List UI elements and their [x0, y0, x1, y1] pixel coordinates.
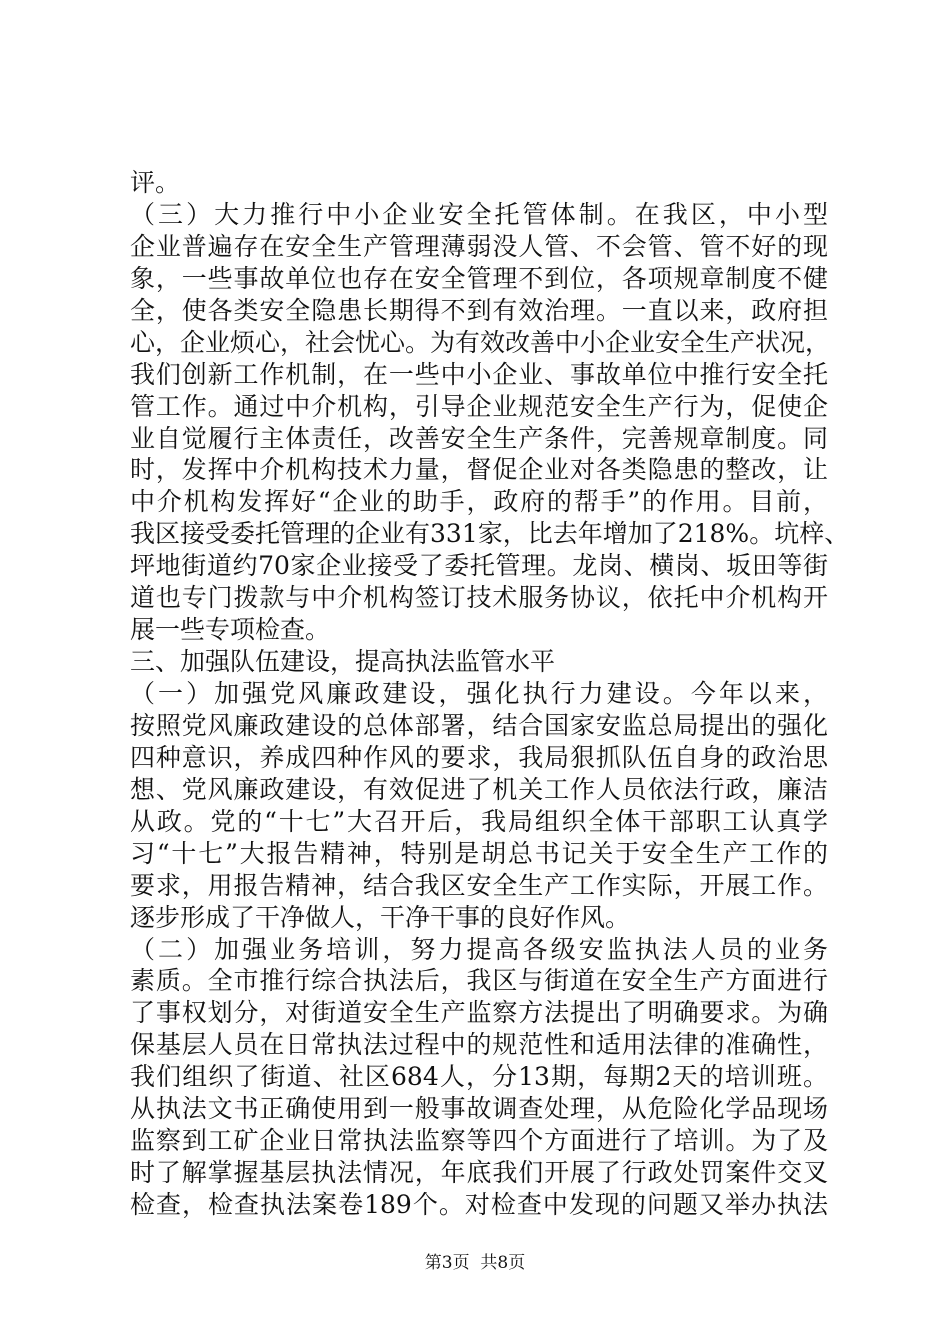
text-line: 从政。党的“十七”大召开后，我局组织全体干部职工认真学 — [130, 807, 828, 836]
text-line: 监察到工矿企业日常执法监察等四个方面进行了培训。为了及 — [130, 1126, 828, 1155]
text-line: 逐步形成了干净做人，干净干事的良好作风。 — [130, 903, 631, 932]
text-line: 展一些专项检查。 — [130, 615, 331, 644]
text-line: 企业普遍存在安全生产管理薄弱没人管、不会管、管不好的现 — [130, 232, 828, 261]
text-line: 四种意识，养成四种作风的要求，我局狠抓队伍自身的政治思 — [130, 743, 828, 772]
text-line: 了事权划分，对街道安全生产监察方法提出了明确要求。为确 — [130, 998, 828, 1027]
text-line: 检查，检查执法案卷189个。对检查中发现的问题又举办执法 — [130, 1190, 828, 1219]
text-line: 象，一些事故单位也存在安全管理不到位，各项规章制度不健 — [130, 264, 828, 293]
text-line: 业自觉履行主体责任，改善安全生产条件，完善规章制度。同 — [130, 424, 828, 453]
text-line: 保基层人员在日常执法过程中的规范性和适用法律的准确性， — [130, 1030, 828, 1059]
text-line: 习“十七”大报告精神，特别是胡总书记关于安全生产工作的 — [130, 839, 828, 868]
text-line: （一）加强党风廉政建设，强化执行力建设。今年以来， — [130, 679, 828, 708]
text-line: 我区接受委托管理的企业有331家，比去年增加了218%。坑梓、 — [130, 519, 850, 548]
text-line: 评。 — [130, 168, 181, 197]
page-footer: 第3页 共8页 — [424, 1253, 526, 1273]
text-line: （三）大力推行中小企业安全托管体制。在我区，中小型 — [130, 200, 828, 229]
text-line: 时了解掌握基层执法情况，年底我们开展了行政处罚案件交叉 — [130, 1158, 828, 1187]
section-heading: 三、加强队伍建设，提高执法监管水平 — [130, 647, 556, 676]
text-line: 想、党风廉政建设，有效促进了机关工作人员依法行政，廉洁 — [130, 775, 828, 804]
text-line: 我们组织了街道、社区684人，分13期，每期2天的培训班。 — [130, 1062, 828, 1091]
text-line: 心，企业烦心，社会忧心。为有效改善中小企业安全生产状况， — [130, 328, 831, 357]
text-line: 全，使各类安全隐患长期得不到有效治理。一直以来，政府担 — [130, 296, 828, 325]
text-line: 要求，用报告精神，结合我区安全生产工作实际，开展工作。 — [130, 871, 828, 900]
text-line: 管工作。通过中介机构，引导企业规范安全生产行为，促使企 — [130, 392, 828, 421]
text-line: 坪地街道约70家企业接受了委托管理。龙岗、横岗、坂田等街 — [130, 551, 828, 580]
text-line: 中介机构发挥好“企业的助手，政府的帮手”的作用。目前， — [130, 487, 828, 516]
text-line: （二）加强业务培训，努力提高各级安监执法人员的业务 — [130, 935, 828, 964]
text-line: 从执法文书正确使用到一般事故调查处理，从危险化学品现场 — [130, 1094, 828, 1123]
text-line: 按照党风廉政建设的总体部署，结合国家安监总局提出的强化 — [130, 711, 828, 740]
text-line: 我们创新工作机制，在一些中小企业、事故单位中推行安全托 — [130, 360, 828, 389]
text-line: 素质。全市推行综合执法后，我区与街道在安全生产方面进行 — [130, 966, 828, 995]
text-line: 时，发挥中介机构技术力量，督促企业对各类隐患的整改，让 — [130, 455, 828, 484]
text-line: 道也专门拨款与中介机构签订技术服务协议，依托中介机构开 — [130, 583, 828, 612]
